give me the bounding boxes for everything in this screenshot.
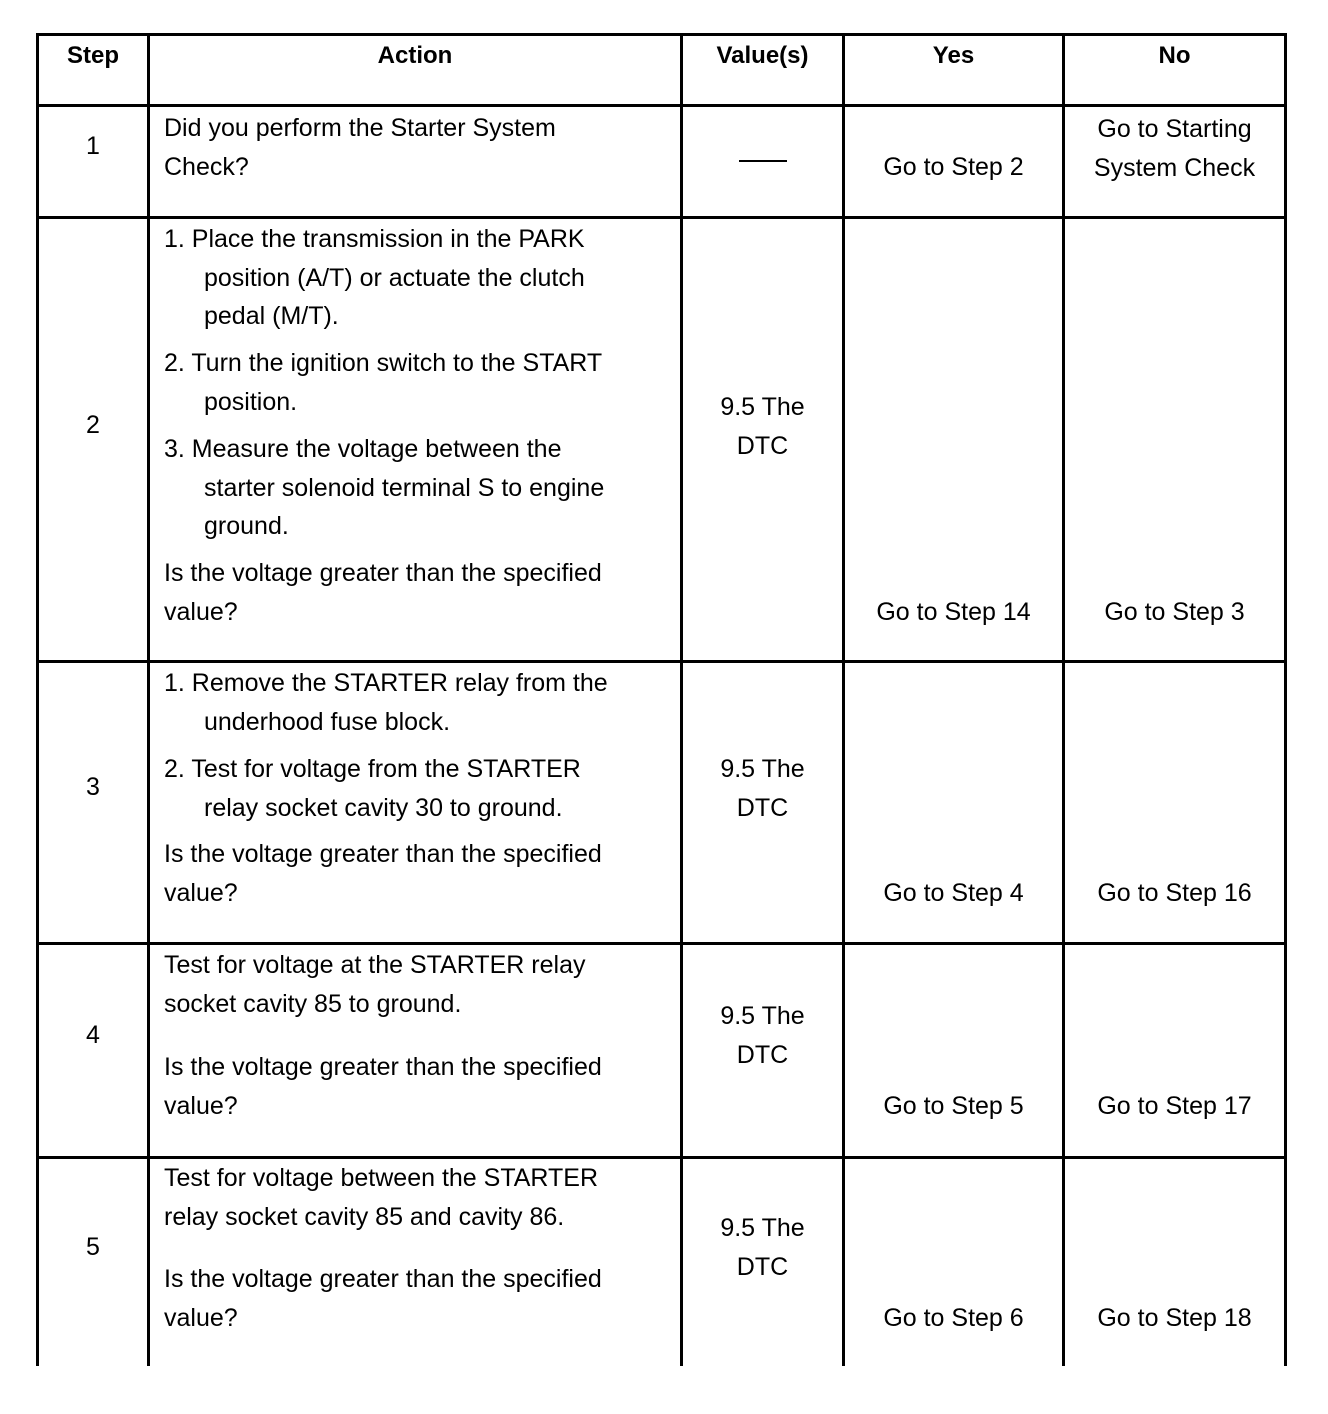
question-line: value? xyxy=(164,1303,238,1332)
action-line: 1. Place the transmission in the PARK xyxy=(164,225,585,253)
question-line: Is the voltage greater than the specified xyxy=(164,559,602,587)
table-top-border xyxy=(36,33,1287,36)
yes-result: Go to Step 4 xyxy=(883,879,1024,907)
step-number: 1 xyxy=(86,132,100,160)
action-question xyxy=(164,835,602,912)
step-number: 5 xyxy=(86,1233,100,1261)
value-line: DTC xyxy=(736,1040,789,1069)
question-line: Is the voltage greater than the specified xyxy=(164,840,602,868)
action-line: Check? xyxy=(164,152,249,181)
action-line: relay socket cavity 85 and cavity 86. xyxy=(164,1202,565,1231)
no-result-line: Go to Starting xyxy=(1097,115,1252,143)
header-yes: Yes xyxy=(932,42,975,69)
no-result: Go to Step 17 xyxy=(1097,1092,1252,1120)
action-line: socket cavity 85 to ground. xyxy=(164,989,462,1018)
action-line: 1. Remove the STARTER relay from the xyxy=(164,669,608,697)
value-line: 9.5 The xyxy=(720,393,805,421)
action-line: 2. Test for voltage from the STARTER xyxy=(164,755,581,783)
action-question xyxy=(164,554,602,631)
header-values: Value(s) xyxy=(716,42,809,69)
yes-result: Go to Step 6 xyxy=(883,1304,1024,1332)
action-line: relay socket cavity 30 to ground. xyxy=(204,793,563,822)
action-line: starter solenoid terminal S to engine xyxy=(204,473,605,502)
yes-result: Go to Step 5 xyxy=(883,1092,1024,1120)
action-line: 2. Turn the ignition switch to the START xyxy=(164,349,603,377)
question-line: value? xyxy=(164,597,238,626)
header-no: No xyxy=(1158,42,1191,69)
action-line: 3. Measure the voltage between the xyxy=(164,435,562,463)
no-result: Go to Step 18 xyxy=(1097,1304,1252,1332)
yes-no-divider xyxy=(1062,33,1065,1366)
yes-result: Go to Step 14 xyxy=(876,598,1031,626)
header-bottom-border xyxy=(36,104,1287,107)
action-line: ground. xyxy=(204,512,289,540)
no-result-line: System Check xyxy=(1093,153,1256,182)
action-question xyxy=(164,1048,602,1125)
action-text xyxy=(164,1159,598,1236)
action-text xyxy=(164,220,585,336)
action-question xyxy=(164,1260,602,1337)
question-line: value? xyxy=(164,1091,238,1120)
value-text xyxy=(683,750,842,827)
action-text xyxy=(164,109,556,186)
action-line: pedal (M/T). xyxy=(204,302,339,330)
header-step: Step xyxy=(66,42,119,69)
table-right-border xyxy=(1284,33,1287,1366)
no-result: Go to Step 3 xyxy=(1104,598,1245,626)
step-number: 4 xyxy=(86,1021,100,1049)
action-text xyxy=(164,946,585,1023)
row-1-bottom-border xyxy=(36,216,1287,219)
value-line: 9.5 The xyxy=(720,1002,805,1030)
step-number: 2 xyxy=(86,411,100,439)
action-line: position. xyxy=(204,387,298,416)
action-text xyxy=(164,344,602,421)
action-text xyxy=(164,750,581,827)
value-line: DTC xyxy=(736,1252,789,1281)
no-result: Go to Step 16 xyxy=(1097,879,1252,907)
value-line: 9.5 The xyxy=(720,1214,805,1242)
action-text xyxy=(164,430,604,546)
value-yes-divider xyxy=(842,33,845,1366)
step-action-divider xyxy=(147,33,150,1366)
question-line: Is the voltage greater than the specified xyxy=(164,1265,602,1293)
row-3-bottom-border xyxy=(36,942,1287,945)
action-line: Test for voltage at the STARTER relay xyxy=(164,951,586,979)
action-line: Did you perform the Starter System xyxy=(164,114,556,142)
header-action: Action xyxy=(377,42,453,69)
value-text xyxy=(683,997,842,1074)
row-2-bottom-border xyxy=(36,660,1287,663)
yes-result: Go to Step 2 xyxy=(883,153,1024,181)
step-number: 3 xyxy=(86,773,100,801)
action-line: position (A/T) or actuate the clutch xyxy=(204,263,585,292)
value-line: DTC xyxy=(736,793,789,822)
table-left-border xyxy=(36,33,39,1366)
value-text xyxy=(683,388,842,465)
action-text xyxy=(164,664,608,741)
question-line: Is the voltage greater than the specified xyxy=(164,1053,602,1081)
value-line: 9.5 The xyxy=(720,755,805,783)
value-line: DTC xyxy=(736,431,789,460)
action-line: underhood fuse block. xyxy=(204,707,451,736)
no-result xyxy=(1065,110,1284,187)
action-value-divider xyxy=(680,33,683,1366)
action-line: Test for voltage between the STARTER xyxy=(164,1164,599,1192)
value-text xyxy=(683,1209,842,1286)
question-line: value? xyxy=(164,878,238,907)
value-empty-dash xyxy=(739,160,787,162)
